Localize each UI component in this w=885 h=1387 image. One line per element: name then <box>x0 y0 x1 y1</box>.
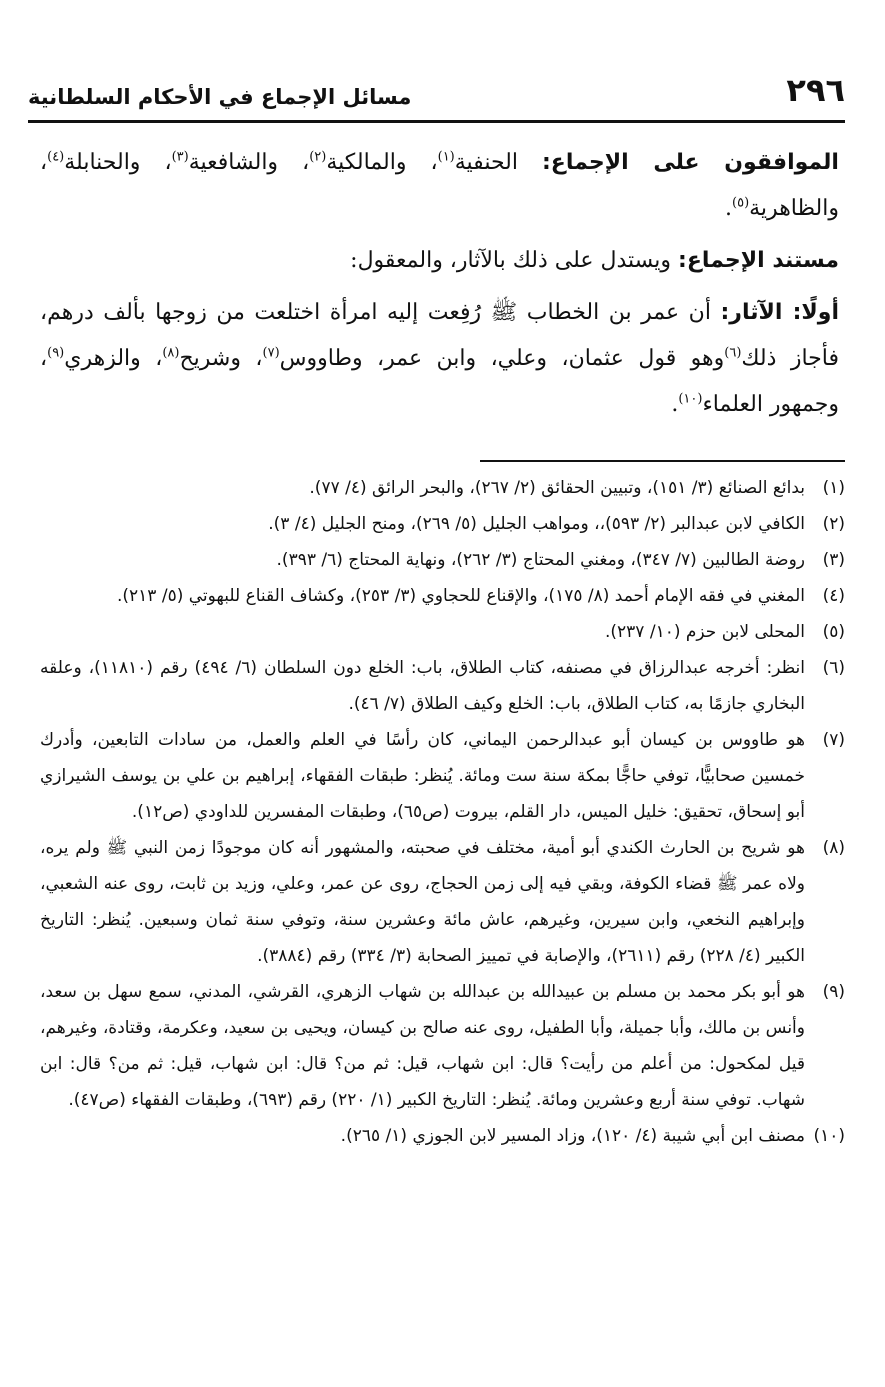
footnote-number: (٦) <box>822 658 845 678</box>
footnote-reference: (٩) <box>47 345 65 361</box>
footnote <box>40 506 845 542</box>
paragraph-athar <box>40 290 839 428</box>
footnote-text: هو شريح بن الحارث الكندي أبو أمية، مختلف في صحبته، والمشهور أنه كان موجودًا زمن النبي ﷺ ولم يره، ولاه عمر ﷺ قضاء الكوفة، وبقي فيه إلى زمن الحجاج، روى عن عمر، وعلي، وزيد بن ثابت، روى عنه الشعبي، وإبراهيم النخعي، وابن سيرين، وغيرهم، عاش مائة وعشرين سنة، وتوفي سنة ثمان وسبعين. يُنظر: التاريخ الكبير (٤/ ٢٢٨) رقم (٢٦١١)، والإصابة في تمييز الصحابة (٣/ ٣٣٤) رقم (٣٨٨٤). <box>40 838 805 966</box>
footnote-number: (٨) <box>822 838 845 858</box>
footnote <box>40 974 845 1118</box>
footnote-reference: (٣) <box>171 149 189 165</box>
footnote <box>40 614 845 650</box>
footnote-text: مصنف ابن أبي شيبة (٤/ ١٢٠)، وزاد المسير لابن الجوزي (١/ ٢٦٥). <box>340 1126 805 1146</box>
paragraph-text: ، وشريح <box>179 346 263 371</box>
footnote-number: (٣) <box>822 550 845 570</box>
paragraph-basis <box>40 238 839 284</box>
paragraph-text: ويستدل على ذلك بالآثار، والمعقول: <box>350 248 679 273</box>
footnote-number: (١٠) <box>813 1126 845 1146</box>
footnote-text: انظر: أخرجه عبدالرزاق في مصنفه، كتاب الطلاق، باب: الخلع دون السلطان (٦/ ٤٩٤) رقم (١١٨١٠)، وعلقه البخاري جازمًا به، كتاب الطلاق، باب: الخلع وكيف الطلاق (٧/ ٤٦). <box>40 658 805 714</box>
footnote-number: (٧) <box>822 730 845 750</box>
footnote-number: (٢) <box>822 514 845 534</box>
paragraph-agreeing-schools <box>40 140 839 232</box>
footnote-number: (٥) <box>822 622 845 642</box>
paragraph-text: ، والزهري <box>64 346 163 371</box>
paragraph-text: ، والظاهرية <box>40 150 839 221</box>
paragraph-text: وهو قول عثمان، وعلي، وابن عمر، وطاووس <box>279 346 725 371</box>
paragraph-lead: الموافقون على الإجماع: <box>542 150 839 175</box>
footnote-text: المغني في فقه الإمام أحمد (٨/ ١٧٥)، والإقناع للحجاوي (٣/ ٢٥٣)، وكشاف القناع للبهوتي (٥/ ٢١٣). <box>116 586 805 606</box>
footnote-reference: (٢) <box>309 149 327 165</box>
footnote-number: (٤) <box>822 586 845 606</box>
footnote-number: (١) <box>822 478 845 498</box>
footnotes <box>40 470 845 1154</box>
footnote-reference: (١٠) <box>678 391 703 407</box>
footnote-reference: (١) <box>437 149 455 165</box>
paragraph-text: ، والحنابلة <box>64 150 172 175</box>
footnote <box>40 470 845 506</box>
footnote-text: المحلى لابن حزم (١٠/ ٢٣٧). <box>605 622 805 642</box>
footnote <box>40 830 845 974</box>
footnote <box>40 650 845 722</box>
paragraph-text: ، والشافعية <box>188 150 310 175</box>
footnote <box>40 542 845 578</box>
footnote-text: الكافي لابن عبدالبر (٢/ ٥٩٣)،، ومواهب الجليل (٥/ ٢٦٩)، ومنح الجليل (٤/ ٣). <box>268 514 805 534</box>
footnote-separator <box>480 460 845 462</box>
footnote-text: هو طاووس بن كيسان أبو عبدالرحمن اليماني، كان رأسًا في العلم والعمل، من سادات التابعين، وأدرك خمسين صحابيًّا، توفي حاجًّا بمكة سنة ست ومائة. يُنظر: طبقات الفقهاء، إبراهيم بن علي بن يوسف الشيرازي أبو إسحاق، تحقيق: خليل الميس، دار القلم، بيروت (ص٦٥)، وطبقات المفسرين للداودي (ص١٢). <box>40 730 805 822</box>
footnote-number: (٩) <box>822 982 845 1002</box>
footnote-text: هو أبو بكر محمد بن مسلم بن عبيدالله بن عبدالله بن شهاب الزهري، القرشي، المدني، سمع سهل بن سعد، وأنس بن مالك، وأبا جميلة، وأبا الطفيل، روى عنه صالح بن كيسان، ويحيى بن سعيد، وعكرمة، وقتادة، وغيرهم، قيل لمكحول: من أعلم من رأيت؟ قال: ابن شهاب، قيل: ثم من؟ قال: ابن شهاب، قيل: ثم من؟ قال: ابن شهاب. توفي سنة أربع وعشرين ومائة. يُنظر: التاريخ الكبير (١/ ٢٢٠) رقم (٦٩٣)، وطبقات الفقهاء (ص٤٧). <box>40 982 805 1110</box>
footnote-reference: (٥) <box>732 195 750 211</box>
paragraph-lead: مستند الإجماع: <box>678 248 839 273</box>
page-number: ٢٩٦ <box>786 71 845 109</box>
page-header <box>28 70 845 116</box>
footnote <box>40 1118 845 1154</box>
paragraph-text: . <box>671 392 679 417</box>
footnote-text: روضة الطالبين (٧/ ٣٤٧)، ومغني المحتاج (٣/ ٢٦٢)، ونهاية المحتاج (٦/ ٣٩٣). <box>276 550 805 570</box>
footnote <box>40 578 845 614</box>
paragraph-text: . <box>725 196 732 221</box>
main-text <box>40 140 839 440</box>
footnote-reference: (٤) <box>47 149 65 165</box>
footnote-text: بدائع الصنائع (٣/ ١٥١)، وتبيين الحقائق (٢/ ٢٦٧)، والبحر الرائق (٤/ ٧٧). <box>309 478 805 498</box>
footnote-reference: (٦) <box>724 345 742 361</box>
paragraph-lead: أولًا: الآثار: <box>720 300 839 325</box>
paragraph-text: ، والمالكية <box>326 150 438 175</box>
paragraph-text: الحنفية <box>454 150 542 175</box>
paragraph-text: ، وجمهور العلماء <box>40 346 839 417</box>
footnote <box>40 722 845 830</box>
footnote-reference: (٨) <box>162 345 180 361</box>
paragraph-text: أن عمر بن الخطاب ﷺ رُفِعت إليه امرأة اختلعت من زوجها بألف درهم، فأجاز ذلك <box>40 300 840 371</box>
header-rule <box>28 120 845 123</box>
footnote-reference: (٧) <box>262 345 280 361</box>
running-title: مسائل الإجماع في الأحكام السلطانية <box>28 85 412 109</box>
